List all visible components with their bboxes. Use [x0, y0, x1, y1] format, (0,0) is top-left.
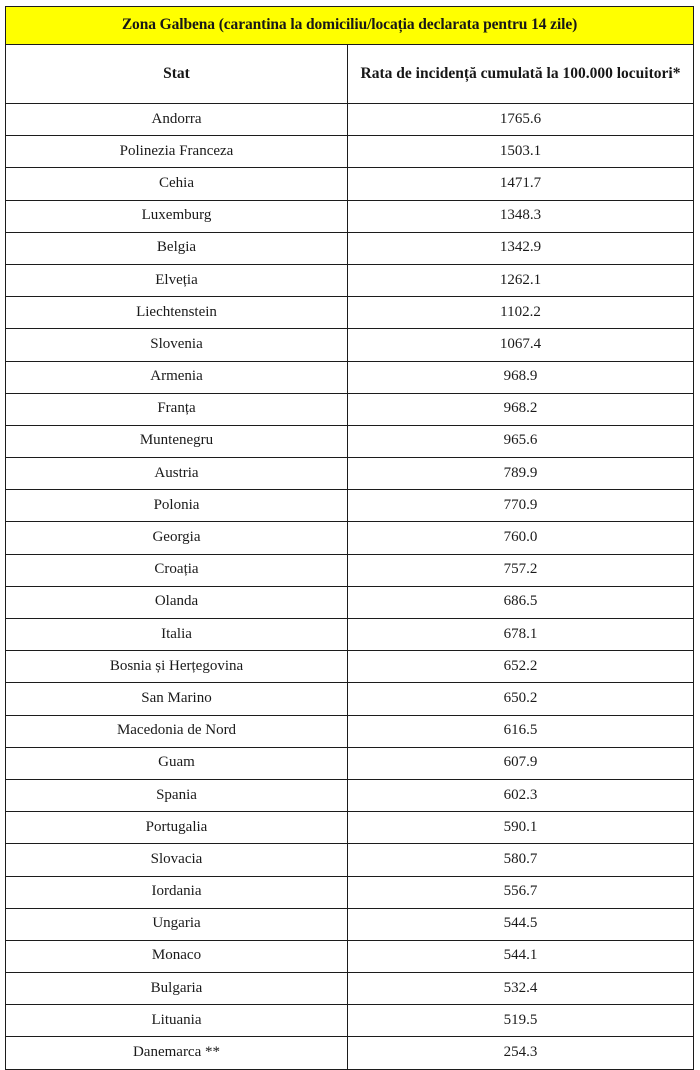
cell-state: Spania	[6, 779, 348, 811]
cell-rate: 556.7	[348, 876, 694, 908]
table-row	[6, 973, 694, 1005]
cell-rate: 519.5	[348, 1005, 694, 1037]
cell-rate: 757.2	[348, 554, 694, 586]
cell-rate: 544.5	[348, 908, 694, 940]
cell-state: Slovacia	[6, 844, 348, 876]
cell-state: Bulgaria	[6, 973, 348, 1005]
cell-rate: 1503.1	[348, 136, 694, 168]
table-row	[6, 104, 694, 136]
table-row	[6, 200, 694, 232]
cell-rate: 1765.6	[348, 104, 694, 136]
cell-state: Portugalia	[6, 812, 348, 844]
cell-rate: 544.1	[348, 940, 694, 972]
cell-state: Armenia	[6, 361, 348, 393]
cell-state: Liechtenstein	[6, 297, 348, 329]
cell-rate: 789.9	[348, 458, 694, 490]
table-row	[6, 1005, 694, 1037]
cell-state: Olanda	[6, 586, 348, 618]
cell-rate: 1471.7	[348, 168, 694, 200]
table-row	[6, 779, 694, 811]
cell-state: Danemarca **	[6, 1037, 348, 1069]
table-row	[6, 747, 694, 779]
cell-rate: 760.0	[348, 522, 694, 554]
table-title-row	[6, 7, 694, 45]
cell-rate: 1067.4	[348, 329, 694, 361]
cell-state: Cehia	[6, 168, 348, 200]
cell-state: Croația	[6, 554, 348, 586]
table-row	[6, 554, 694, 586]
table-row	[6, 264, 694, 296]
table-row	[6, 683, 694, 715]
cell-state: Georgia	[6, 522, 348, 554]
cell-rate: 1262.1	[348, 264, 694, 296]
cell-state: Iordania	[6, 876, 348, 908]
cell-rate: 607.9	[348, 747, 694, 779]
table-row	[6, 361, 694, 393]
table-row	[6, 651, 694, 683]
cell-state: San Marino	[6, 683, 348, 715]
cell-rate: 686.5	[348, 586, 694, 618]
cell-rate: 968.2	[348, 393, 694, 425]
cell-state: Elveția	[6, 264, 348, 296]
cell-rate: 650.2	[348, 683, 694, 715]
cell-rate: 678.1	[348, 619, 694, 651]
table-header-row	[6, 45, 694, 104]
cell-state: Luxemburg	[6, 200, 348, 232]
table-title: Zona Galbena (carantina la domiciliu/locația declarata pentru 14 zile)	[6, 7, 694, 45]
cell-rate: 532.4	[348, 973, 694, 1005]
cell-state: Belgia	[6, 232, 348, 264]
table-row	[6, 232, 694, 264]
table-row	[6, 1037, 694, 1069]
cell-state: Lituania	[6, 1005, 348, 1037]
cell-state: Monaco	[6, 940, 348, 972]
table-body	[6, 7, 694, 1070]
cell-rate: 254.3	[348, 1037, 694, 1069]
table-row	[6, 908, 694, 940]
cell-rate: 770.9	[348, 490, 694, 522]
table-row	[6, 297, 694, 329]
cell-rate: 580.7	[348, 844, 694, 876]
table-row	[6, 168, 694, 200]
cell-rate: 602.3	[348, 779, 694, 811]
cell-state: Austria	[6, 458, 348, 490]
cell-state: Polinezia Franceza	[6, 136, 348, 168]
cell-rate: 1348.3	[348, 200, 694, 232]
table-row	[6, 425, 694, 457]
cell-state: Italia	[6, 619, 348, 651]
cell-state: Polonia	[6, 490, 348, 522]
cell-rate: 965.6	[348, 425, 694, 457]
table-row	[6, 329, 694, 361]
cell-state: Muntenegru	[6, 425, 348, 457]
table-row	[6, 490, 694, 522]
table-row	[6, 458, 694, 490]
cell-state: Ungaria	[6, 908, 348, 940]
column-header-rate: Rata de incidență cumulată la 100.000 locuitori*	[348, 45, 694, 104]
cell-state: Macedonia de Nord	[6, 715, 348, 747]
cell-state: Slovenia	[6, 329, 348, 361]
table-row	[6, 715, 694, 747]
cell-state: Guam	[6, 747, 348, 779]
cell-rate: 1342.9	[348, 232, 694, 264]
table-row	[6, 812, 694, 844]
cell-state: Bosnia și Herțegovina	[6, 651, 348, 683]
table-row	[6, 586, 694, 618]
cell-rate: 652.2	[348, 651, 694, 683]
table-row	[6, 844, 694, 876]
cell-rate: 616.5	[348, 715, 694, 747]
table-row	[6, 136, 694, 168]
cell-state: Franța	[6, 393, 348, 425]
yellow-zone-table	[5, 6, 694, 1070]
cell-rate: 968.9	[348, 361, 694, 393]
table-row	[6, 940, 694, 972]
column-header-state: Stat	[6, 45, 348, 104]
cell-state: Andorra	[6, 104, 348, 136]
table-row	[6, 876, 694, 908]
cell-rate: 590.1	[348, 812, 694, 844]
table-row	[6, 522, 694, 554]
table-row	[6, 619, 694, 651]
table-row	[6, 393, 694, 425]
cell-rate: 1102.2	[348, 297, 694, 329]
